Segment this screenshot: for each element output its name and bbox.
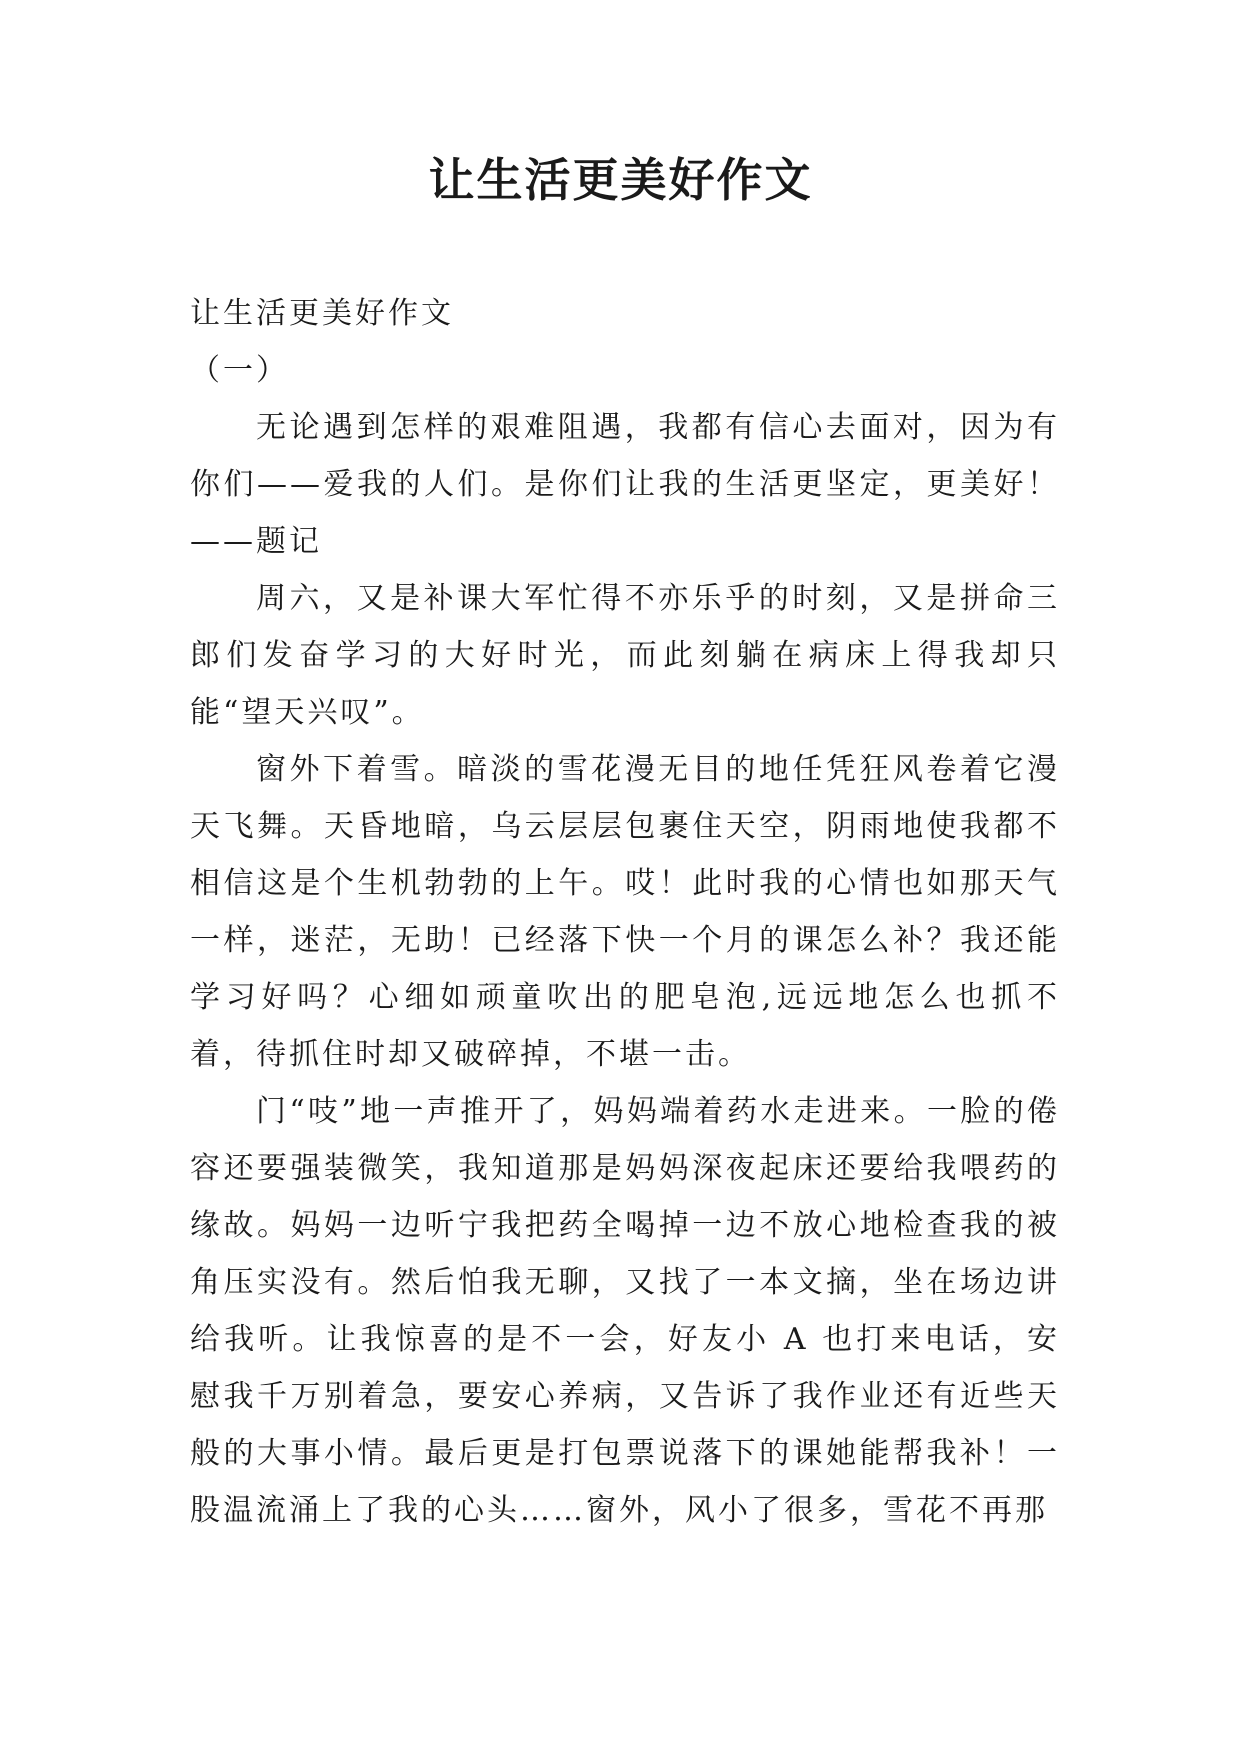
document-body bbox=[190, 285, 1060, 1539]
paragraph: 无论遇到怎样的艰难阻遇，我都有信心去面对，因为有你们——爱我的人们。是你们让我的生活更坚定，更美好！——题记 bbox=[190, 410, 1060, 559]
paragraph: 周六，又是补课大军忙得不亦乐乎的时刻，又是拼命三郎们发奋学习的大好时光，而此刻躺在病床上得我却只能“望天兴叹”。 bbox=[190, 581, 1060, 730]
section-number: （一） bbox=[190, 353, 289, 388]
paragraph: 门“吱”地一声推开了，妈妈端着药水走进来。一脸的倦容还要强装微笑，我知道那是妈妈深夜起床还要给我喂药的缘故。妈妈一边听宁我把药全喝掉一边不放心地检查我的被角压实没有。然后怕我无聊，又找了一本文摘，坐在场边讲给我听。让我惊喜的是不一会，好友小 A 也打来电话，安慰我千万别着急，要安心养病，又告诉了我作业还有近些天般的大事小情。最后更是打包票说落下的课她能帮我补！一股温流涌上了我的心头……窗外，风小了很多，雪花不再那 bbox=[190, 1094, 1060, 1528]
paragraph: 窗外下着雪。暗淡的雪花漫无目的地任凭狂风卷着它漫天飞舞。天昏地暗，乌云层层包裹住天空，阴雨地使我都不相信这是个生机勃勃的上午。哎！此时我的心情也如那天气一样，迷茫，无助！已经落下快一个月的课怎么补？我还能学习好吗？心细如顽童吹出的肥皂泡,远远地怎么也抓不着，待抓住时却又破碎掉，不堪一击。 bbox=[190, 752, 1060, 1072]
document-title: 让生活更美好作文 bbox=[428, 153, 813, 207]
subtitle-line: 让生活更美好作文 bbox=[190, 296, 454, 331]
